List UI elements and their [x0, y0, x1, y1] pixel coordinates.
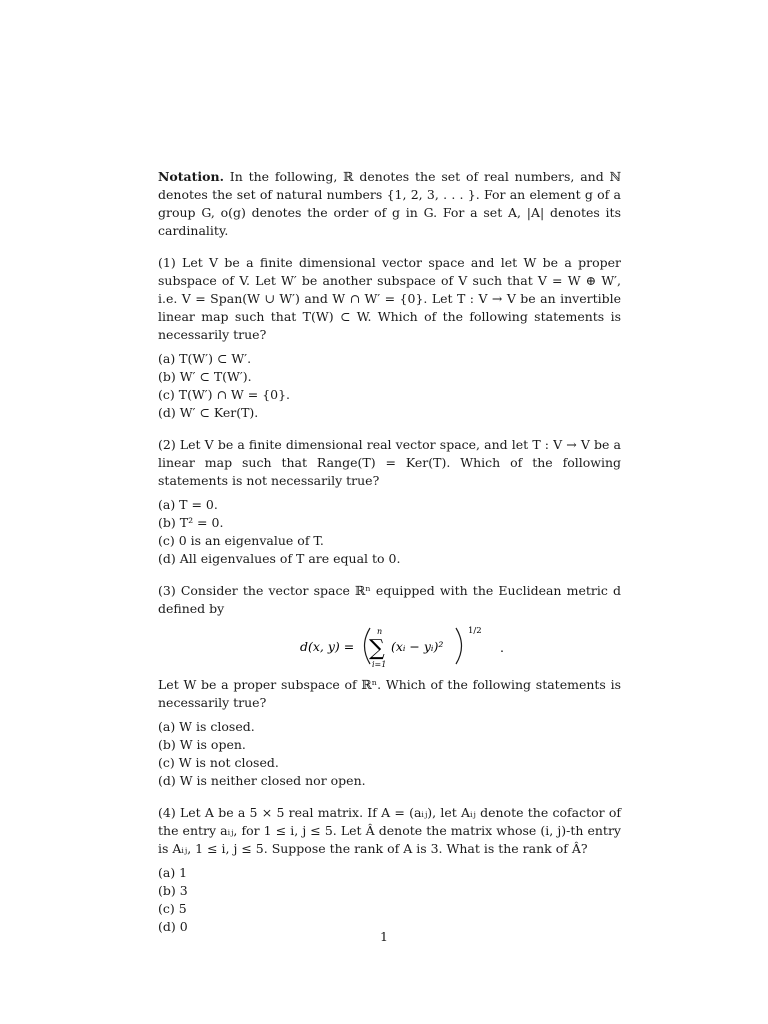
summand: (xᵢ − yᵢ)² [391, 639, 444, 654]
option-d: (d) W is neither closed nor open. [158, 773, 366, 788]
question-3-text-2: Let W be a proper subspace of ℝⁿ. Which of the following statements is necessarily true? [158, 677, 621, 710]
option-a: (a) 1 [158, 865, 188, 880]
formula-lhs: d(x, y) = [300, 639, 355, 654]
option-a: (a) W is closed. [158, 719, 255, 734]
option-c: (c) W is not closed. [158, 755, 279, 770]
right-paren [456, 628, 462, 664]
question-2-options [158, 496, 621, 568]
question-4-options [158, 864, 621, 936]
formula-svg [158, 624, 621, 668]
question-3-text: (3) Consider the vector space ℝⁿ equipped with the Euclidean metric d defined by [158, 583, 621, 616]
option-b: (b) W is open. [158, 737, 246, 752]
option-b: (b) W′ ⊂ T(W′). [158, 369, 252, 384]
question-2-text: (2) Let V be a finite dimensional real vector space, and let T : V → V be a linear map such that Range(T) = Ker(T). Which of the following statements is not necessarily true? [158, 437, 621, 488]
document-body [158, 168, 621, 950]
question-3-options [158, 718, 621, 790]
notation-text: In the following, ℝ denotes the set of real numbers, and ℕ denotes the set of natural numbers {1, 2, 3, . . . }. For an element g of a group G, o(g) denotes the order of g in G. For a set A, |A| denotes its cardinality. [158, 169, 621, 238]
question-1-options [158, 350, 621, 422]
option-b: (b) 3 [158, 883, 188, 898]
question-1-text: (1) Let V be a finite dimensional vector space and let W be a proper subspace of V. Let W′ be another subspace of V such that V = W ⊕ W′, i.e. V = Span(W ∪ W′) and W ∩ W′ = {0}. Let T : V → V be an invertible linear map such that T(W) ⊂ W. Which of the following statements is necessarily true? [158, 255, 621, 342]
question-4 [158, 804, 621, 936]
formula-period: . [500, 640, 504, 655]
option-a: (a) T = 0. [158, 497, 218, 512]
notation-label: Notation. [158, 169, 224, 184]
option-b: (b) T² = 0. [158, 515, 224, 530]
euclidean-metric-formula [158, 624, 621, 668]
page-number: 1 [380, 929, 388, 944]
exponent: 1/2 [468, 626, 482, 636]
sum-upper: n [377, 627, 383, 636]
option-c: (c) 5 [158, 901, 187, 916]
question-4-text: (4) Let A be a 5 × 5 real matrix. If A = (aᵢⱼ), let Aᵢⱼ denote the cofactor of the entry aᵢⱼ, for 1 ≤ i, j ≤ 5. Let Â denote the matrix whose (i, j)-th entry is Aᵢⱼ, 1 ≤ i, j ≤ 5. Suppose the rank of A is 3. What is the rank of Â? [158, 805, 621, 856]
option-d: (d) 0 [158, 919, 188, 934]
option-d: (d) All eigenvalues of T are equal to 0. [158, 551, 401, 566]
option-c: (c) T(W′) ∩ W = {0}. [158, 387, 291, 402]
option-d: (d) W′ ⊂ Ker(T). [158, 405, 259, 420]
option-c: (c) 0 is an eigenvalue of T. [158, 533, 324, 548]
sigma-symbol: ∑ [369, 636, 385, 661]
question-3 [158, 582, 621, 790]
notation-paragraph [158, 168, 621, 240]
sum-lower: i=1 [372, 660, 387, 668]
question-1 [158, 254, 621, 422]
option-a: (a) T(W′) ⊂ W′. [158, 351, 252, 366]
question-2 [158, 436, 621, 568]
